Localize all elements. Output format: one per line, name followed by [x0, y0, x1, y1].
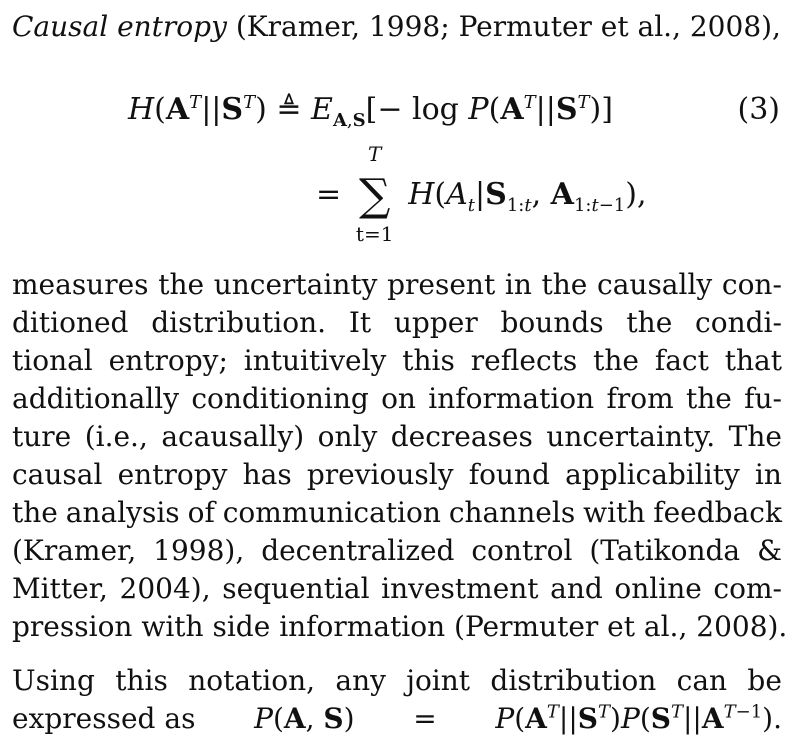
- paragraph-line: Mitter, 2004), sequential investment and online com-: [12, 572, 782, 605]
- paragraph-2: [12, 662, 782, 738]
- paragraph-line: ture (i.e., acausally) only decreases uncertainty. The: [12, 420, 782, 453]
- equals-sign: =: [316, 177, 342, 212]
- equation-line-1: $H(A^T||S^T)$ ≜ $E_{A,S}[- \log P(A^T||S^T)]$: [128, 92, 613, 131]
- paragraph-1: [12, 266, 788, 646]
- paragraph-line: (Kramer, 1998), decentralized control (Tatikonda &: [12, 534, 782, 567]
- intro-citation: (Kramer, 1998; Permuter et al., 2008),: [235, 10, 781, 43]
- expressed-as-text: expressed as: [12, 702, 196, 735]
- equation-number: (3): [737, 92, 780, 127]
- sum-upper-limit: T: [368, 142, 382, 166]
- joint-distribution-lhs: P(A, S): [254, 702, 355, 735]
- paragraph-line: Using this notation, any joint distribution can be: [12, 664, 782, 697]
- sum-lower-limit: t=1: [355, 222, 394, 246]
- paragraph-line: the analysis of communication channels with feedback: [12, 496, 782, 529]
- paragraph-line-with-math: [12, 700, 782, 738]
- paragraph-line-last: pression with side information (Permuter et al., 2008).: [12, 610, 788, 643]
- equation-3: [12, 46, 782, 266]
- paragraph-line: additionally conditioning on information from the fu-: [12, 382, 782, 415]
- paragraph-line: tional entropy; intuitively this reflects the fact that: [12, 344, 782, 377]
- term-causal-entropy: Causal entropy: [12, 10, 227, 43]
- paragraph-line: ditioned distribution. It upper bounds the condi-: [12, 306, 782, 339]
- sigma-symbol: ∑: [358, 170, 391, 221]
- intro-line: [12, 8, 782, 46]
- defined-as-symbol: ≜: [276, 92, 302, 127]
- equation-line-2: = T ∑ t=1 $H(A_t|S_{1:t}$, $A_{1:t-1}$),: [316, 142, 647, 246]
- summation: [351, 142, 399, 246]
- paper-page: [12, 8, 788, 738]
- joint-distribution-rhs: $P(A^T||S^T)P(S^T||A^{T-1})$.: [495, 701, 782, 735]
- paragraph-line: causal entropy has previously found applicability in: [12, 458, 782, 491]
- equals-sign: =: [413, 702, 437, 735]
- paragraph-line: measures the uncertainty present in the causally con-: [12, 268, 782, 301]
